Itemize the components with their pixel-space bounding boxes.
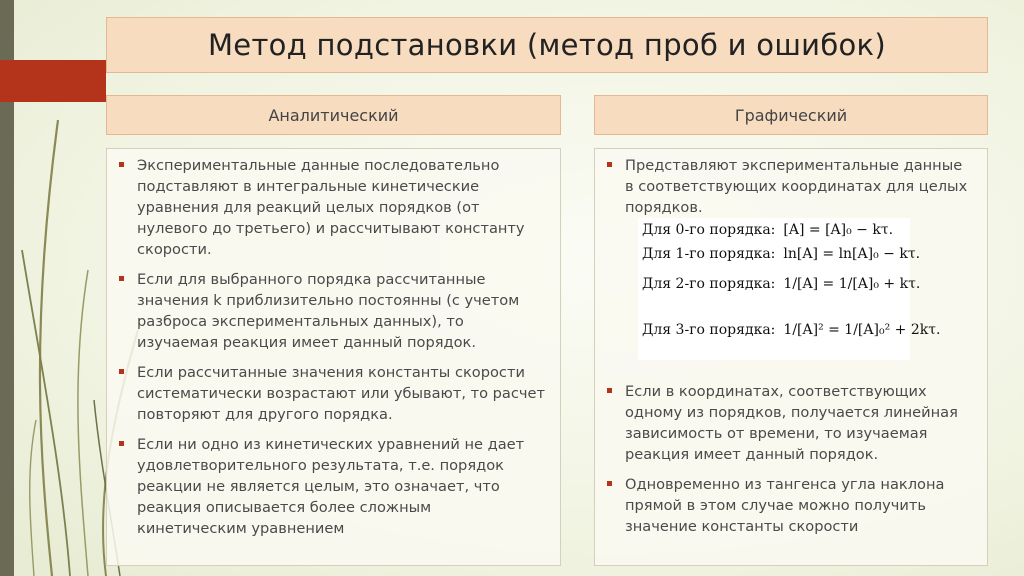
analytic-panel [106, 148, 561, 566]
analytic-header [106, 95, 561, 135]
title-banner [106, 17, 988, 73]
order3-label: Для 3-го порядка: [642, 322, 776, 338]
order1-expression: ln[A] = ln[A]₀ − kτ. [783, 246, 921, 262]
accent-red-bar [0, 60, 106, 102]
analytic-bullet-2: Если для выбранного порядка рассчитанные значения k приблизительно постоянны (с учетом разброса экспериментальных данных), то изучаемая реакция имеет данный порядок. [115, 269, 545, 353]
graphic-bullet-2: Одновременно из тангенса угла наклона прямой в этом случае можно получить значение константы скорости [603, 474, 975, 537]
formula-order-3 [642, 322, 940, 338]
graphic-bullet-1: Если в координатах, соответствующих одному из порядков, получается линейная зависимость от времени, то изучаемая реакция имеет данный порядок. [603, 381, 975, 465]
formula-order-2 [642, 276, 920, 292]
formula-order-1 [642, 246, 920, 262]
page-title: Метод подстановки (метод проб и ошибок) [207, 28, 886, 62]
graphic-bullet-list [603, 381, 975, 537]
order0-label: Для 0-го порядка: [642, 222, 776, 238]
order1-label: Для 1-го порядка: [642, 246, 776, 262]
stem-line [40, 120, 58, 576]
formula-order-0 [642, 222, 893, 238]
stem-line [30, 420, 36, 576]
graphic-intro: Представляют экспериментальные данные в соответствующих координатах для целых порядков. [603, 155, 975, 218]
formula-image [638, 218, 941, 360]
analytic-bullet-list [115, 155, 545, 539]
order3-expression: 1/[A]² = 1/[A]₀² + 2kτ. [783, 322, 941, 338]
stem-line [22, 250, 70, 576]
stem-line [78, 270, 88, 576]
analytic-bullet-1: Экспериментальные данные последовательно подставляют в интегральные кинетические уравнения для реакций целых порядков (от нулевого до третьего) и рассчитывают константу скорости. [115, 155, 545, 260]
analytic-bullet-3: Если рассчитанные значения константы скорости систематически возрастают или убывают, то расчет повторяют для другого порядка. [115, 362, 545, 425]
graphic-header-label: Графический [734, 105, 848, 125]
order2-expression: 1/[A] = 1/[A]₀ + kτ. [783, 276, 921, 292]
analytic-bullet-4: Если ни одно из кинетических уравнений не дает удовлетворительного результата, т.е. порядок реакции не является целым, это означает, что реакция описывается более сложным кинетическим уравнением [115, 434, 545, 539]
analytic-header-label: Аналитический [268, 105, 399, 125]
order0-expression: [A] = [A]₀ − kτ. [783, 222, 894, 238]
graphic-header [594, 95, 988, 135]
graphic-intro-list [603, 155, 975, 218]
order2-label: Для 2-го порядка: [642, 276, 776, 292]
